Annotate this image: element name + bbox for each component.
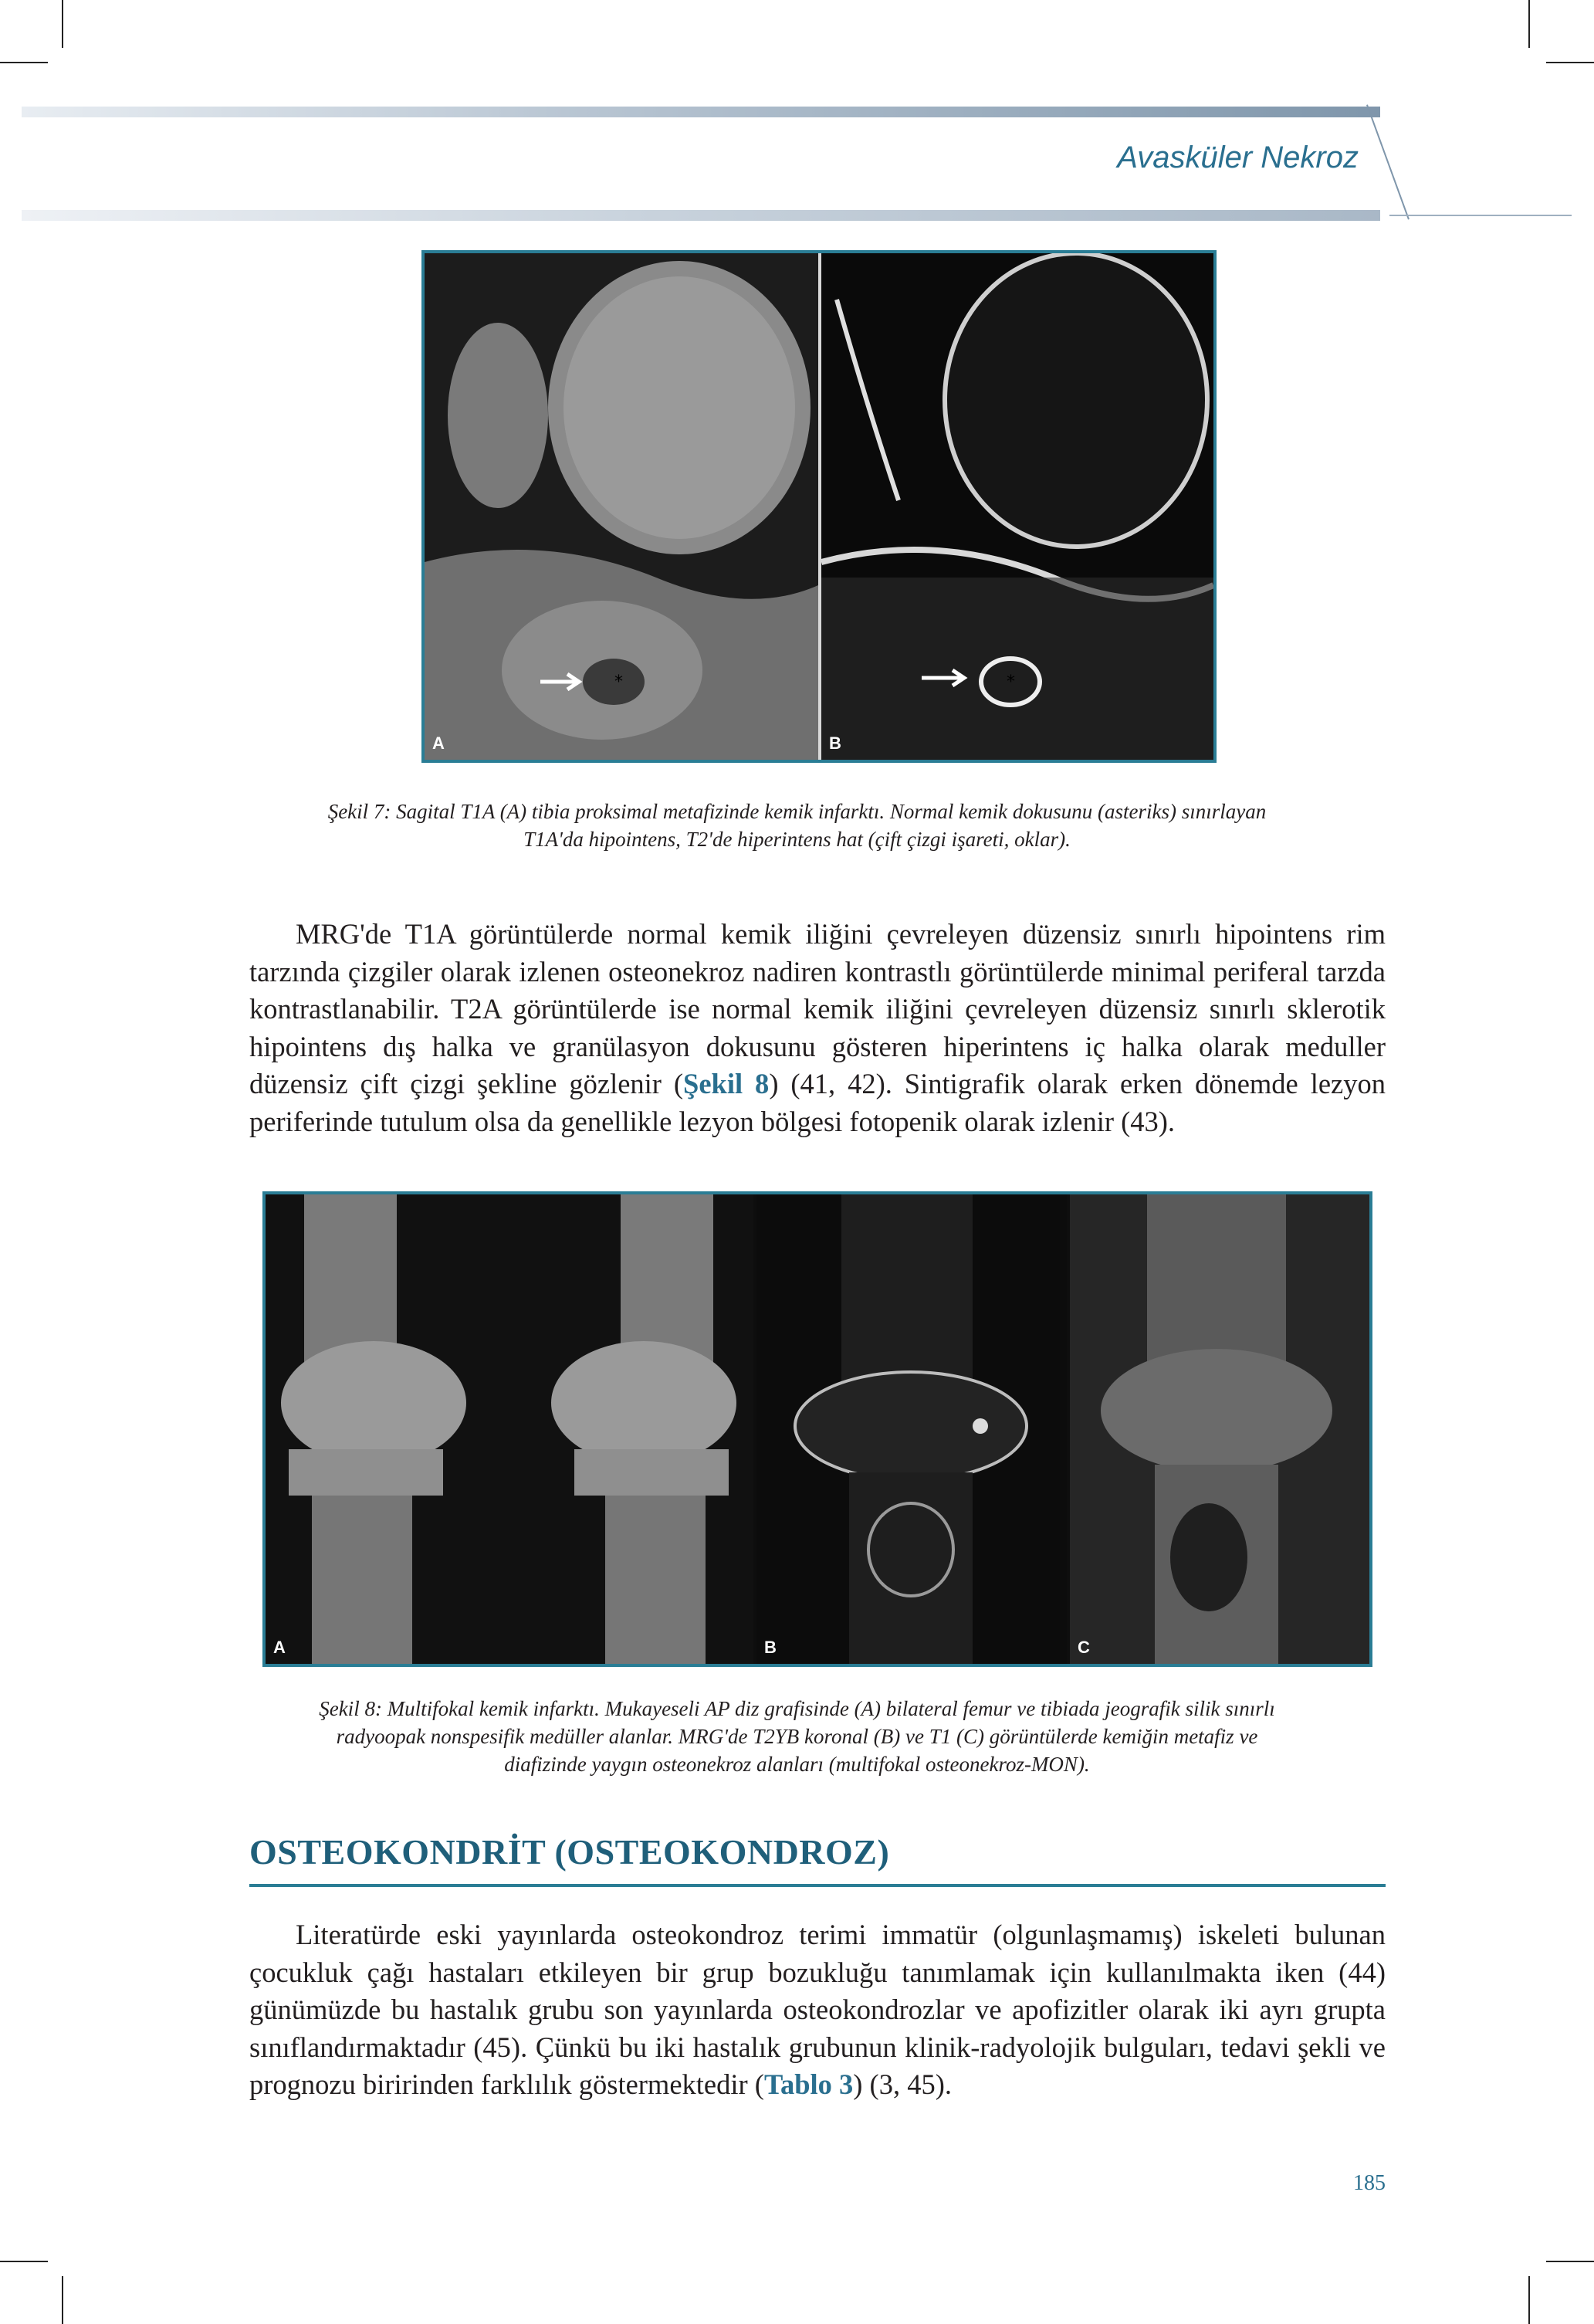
figure-8-panel-b-label: B — [764, 1638, 777, 1657]
crop-mark — [1528, 2276, 1530, 2324]
mri-t2-coronal-image — [756, 1194, 1067, 1664]
header-slant — [1366, 104, 1410, 219]
mri-t1-sagittal-image — [425, 253, 818, 760]
paragraph-text: MRG'de T1A görüntülerde normal kemik iliğini çevreleyen düzensiz sınırlı hipointens rim tarzında çizgiler olarak izlenen osteonekroz nadiren kontrastlı görüntülerde minimal periferal tarzda kontrastlanabilir. T2A görüntülerde ise normal kemik iliğini çevreleyen düzensiz sınırlı sklerotik hipointens dış halka ve granülasyon dokusunu gösteren hiperintens iç halka olarak meduller düzensiz çift çizgi şekline gözlenir ( — [249, 918, 1386, 1099]
figure-7-panel-a — [425, 253, 818, 760]
figure-7-panel-b-label: B — [829, 733, 841, 753]
figure-7-caption — [232, 798, 1362, 853]
page-number: 185 — [1353, 2171, 1386, 2195]
caption-line: Şekil 8: Multifokal kemik infarktı. Mukayeseli AP diz grafisinde (A) bilateral femur ve tibiada jeografik silik sınırlı — [319, 1697, 1275, 1720]
paragraph-text: Literatürde eski yayınlarda osteokondroz terimi immatür (olgunlaşmamış) iskeleti bulunan çocukluk çağı hastaları etkileyen bir grup bozukluğu tanımlamak için kullanılmakta iken (44) günümüzde bu hastalık grubu son yayınlarda osteokondrozlar ve apofizitler olarak iki ayrı grupta sınıflandırmaktadır (45). Çünkü bu iki hastalık grubunun klinik-radyolojik bulguları, tedavi şekli ve prognozu biririnden farklılık göstermektedir ( — [249, 1919, 1386, 2100]
svg-text:*: * — [1007, 672, 1015, 692]
figure-8-panel-a — [266, 1194, 753, 1664]
figure-8-panel-c — [1070, 1194, 1369, 1664]
header-band — [22, 107, 1380, 117]
figure-8-panel-a-label: A — [273, 1638, 286, 1657]
paragraph-text: ) (41, 42). Sintigrafik olarak erken dönemde lezyon periferinde tutulum olsa da genellikle lezyon bölgesi fotopenik olarak izlenir (43). — [249, 1068, 1386, 1137]
crop-mark — [1546, 62, 1594, 63]
body-paragraph-1 — [249, 916, 1386, 1140]
header-band — [22, 210, 1380, 221]
mri-t2-sagittal-image — [821, 253, 1213, 760]
figure-7-panel-a-label: A — [432, 733, 445, 753]
running-header-title: Avasküler Nekroz — [1117, 141, 1359, 174]
crop-mark — [0, 62, 48, 63]
figure-8-panel-b — [756, 1194, 1067, 1664]
crop-mark — [0, 2261, 48, 2262]
figure-7 — [421, 250, 1217, 763]
body-paragraph-2 — [249, 1916, 1386, 2104]
caption-line: T1A'da hipointens, T2'de hiperintens hat (çift çizgi işareti, oklar). — [523, 828, 1071, 851]
section-heading: OSTEOKONDRİT (OSTEOKONDROZ) — [249, 1832, 890, 1872]
svg-text:*: * — [614, 672, 623, 692]
figure-8-caption — [232, 1695, 1362, 1778]
figure-7-panel-b — [821, 253, 1213, 760]
crop-mark — [62, 2276, 63, 2324]
caption-line: radyoopak nonspesifik medüller alanlar. MRG'de T2YB koronal (B) ve T1 (C) görüntülerde kemiğin metafiz ve — [336, 1725, 1258, 1748]
header-rule — [1389, 215, 1572, 216]
caption-line: diafizinde yaygın osteonekroz alanları (multifokal osteonekroz-MON). — [504, 1753, 1090, 1776]
section-rule — [249, 1884, 1386, 1887]
table-3-reference-link[interactable]: Tablo 3 — [763, 2068, 854, 2100]
crop-mark — [62, 0, 63, 48]
figure-8-panel-c-label: C — [1078, 1638, 1090, 1657]
caption-line: Şekil 7: Sagital T1A (A) tibia proksimal metafizinde kemik infarktı. Normal kemik dokusunu (asteriks) sınırlayan — [327, 800, 1267, 823]
crop-mark — [1546, 2261, 1594, 2262]
figure-8-reference-link[interactable]: Şekil 8 — [683, 1068, 770, 1099]
xray-knees-image — [266, 1194, 753, 1664]
figure-8 — [262, 1191, 1372, 1667]
mri-t1-coronal-image — [1070, 1194, 1369, 1664]
paragraph-text: ) (3, 45). — [853, 2068, 952, 2100]
crop-mark — [1528, 0, 1530, 48]
